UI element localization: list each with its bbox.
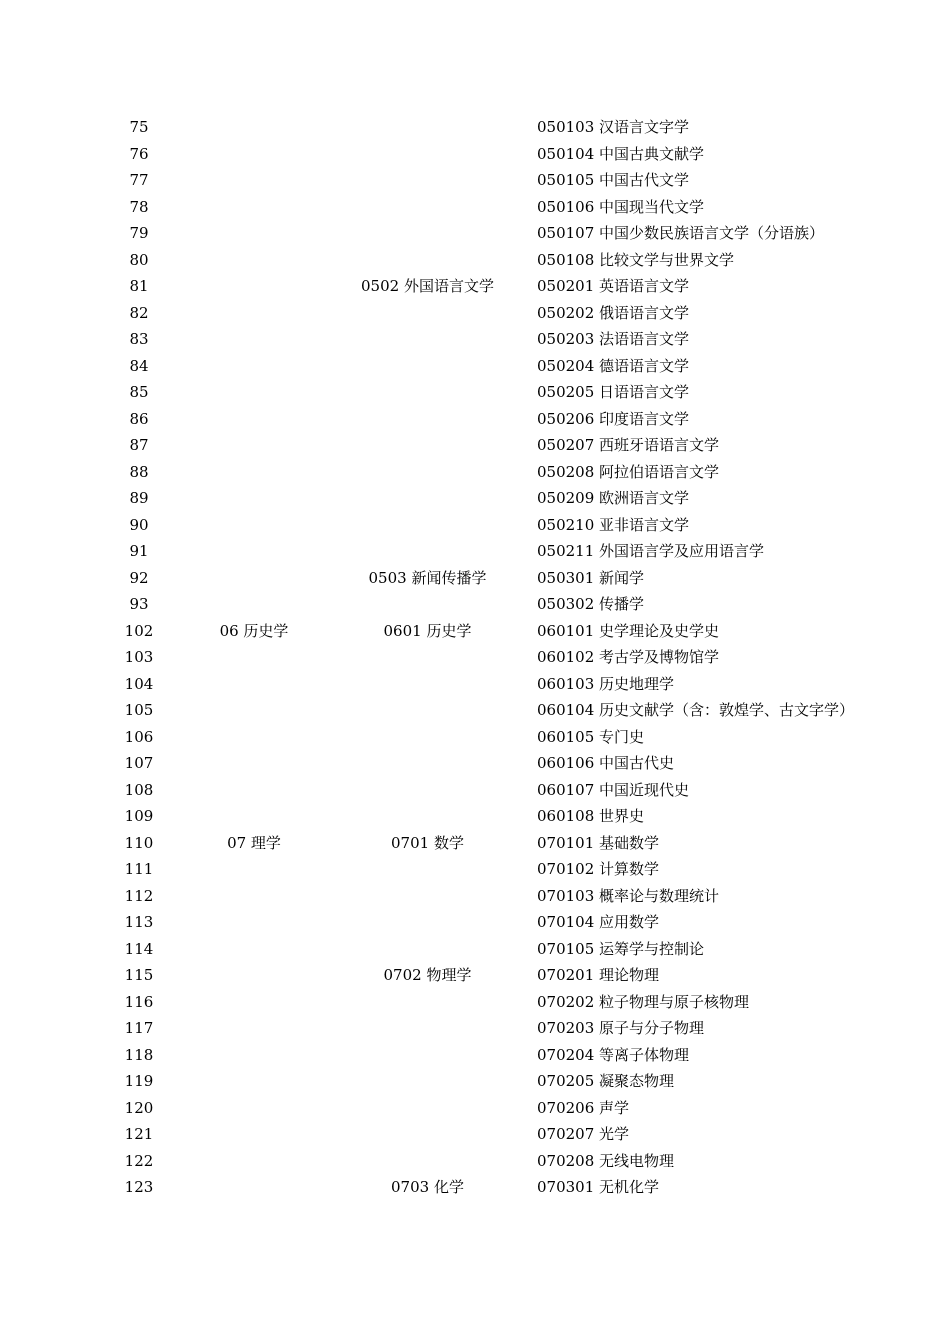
row-number: 84 [129,356,149,375]
table-row [0,512,950,539]
table-row [0,1174,950,1201]
row-number: 123 [124,1178,154,1196]
second-level-discipline: 060101 史学理论及史学史 [537,621,720,640]
second-level-discipline: 050104 中国古典文献学 [537,144,705,163]
second-level-discipline: 050202 俄语语言文学 [537,303,690,322]
row-number: 89 [129,489,149,507]
second-level-discipline: 070201 理论物理 [537,966,660,984]
discipline-table [0,114,950,1201]
table-row [0,724,950,751]
table-row [0,962,950,989]
row-number: 107 [124,754,154,772]
row-number: 83 [129,330,149,348]
second-level-discipline: 060107 中国近现代史 [537,780,690,799]
discipline-category: 06 历史学 [219,621,289,640]
second-level-discipline: 050103 汉语言文字学 [537,118,690,136]
table-row [0,989,950,1016]
second-level-discipline: 060105 专门史 [537,727,645,746]
second-level-discipline: 050302 传播学 [537,595,645,613]
second-level-discipline: 060106 中国古代史 [537,754,675,772]
row-number: 82 [129,303,149,322]
second-level-discipline: 070101 基础数学 [537,833,660,852]
second-level-discipline: 050106 中国现当代文学 [537,197,705,216]
first-level-discipline: 0701 数学 [391,833,464,852]
discipline-category: 07 理学 [227,833,281,852]
row-number: 116 [124,992,154,1011]
row-number: 118 [124,1045,154,1064]
table-row [0,220,950,247]
first-level-discipline: 0502 外国语言文学 [361,277,494,295]
first-level-discipline: 0703 化学 [391,1178,464,1196]
table-row [0,353,950,380]
table-row [0,247,950,274]
table-row [0,406,950,433]
table-row [0,1015,950,1042]
second-level-discipline: 050210 亚非语言文学 [537,515,690,534]
table-row [0,750,950,777]
row-number: 110 [124,833,154,852]
row-number: 104 [124,674,154,693]
row-number: 76 [129,144,149,163]
first-level-discipline: 0702 物理学 [383,966,472,984]
table-row [0,1148,950,1175]
row-number: 81 [129,277,149,295]
second-level-discipline: 070301 无机化学 [537,1178,660,1196]
second-level-discipline: 050209 欧洲语言文学 [537,489,690,507]
second-level-discipline: 050203 法语语言文学 [537,330,690,348]
first-level-discipline: 0503 新闻传播学 [368,568,487,587]
table-row [0,300,950,327]
second-level-discipline: 050207 西班牙语语言文学 [537,436,720,454]
row-number: 75 [129,118,149,136]
second-level-discipline: 070206 声学 [537,1098,630,1117]
row-number: 114 [124,939,154,958]
second-level-discipline: 070202 粒子物理与原子核物理 [537,992,750,1011]
second-level-discipline: 070102 计算数学 [537,860,660,878]
table-row [0,114,950,141]
second-level-discipline: 050105 中国古代文学 [537,171,690,189]
table-row [0,591,950,618]
table-row [0,671,950,698]
table-row [0,1042,950,1069]
row-number: 93 [129,595,149,613]
row-number: 119 [124,1072,154,1090]
second-level-discipline: 050204 德语语言文学 [537,356,690,375]
second-level-discipline: 050208 阿拉伯语语言文学 [537,462,720,481]
second-level-discipline: 070203 原子与分子物理 [537,1019,705,1037]
second-level-discipline: 070105 运筹学与控制论 [537,939,705,958]
table-row [0,697,950,724]
row-number: 92 [129,568,149,587]
table-row [0,326,950,353]
second-level-discipline: 060108 世界史 [537,807,645,825]
row-number: 108 [124,780,154,799]
table-row [0,936,950,963]
second-level-discipline: 050108 比较文学与世界文学 [537,250,735,269]
table-row [0,644,950,671]
row-number: 122 [124,1151,154,1170]
second-level-discipline: 050301 新闻学 [537,568,645,587]
second-level-discipline: 050205 日语语言文学 [537,383,690,401]
second-level-discipline: 070103 概率论与数理统计 [537,886,720,905]
row-number: 87 [129,436,149,454]
row-number: 112 [124,886,154,905]
table-row [0,1121,950,1148]
table-row [0,379,950,406]
table-row [0,273,950,300]
row-number: 115 [124,966,154,984]
row-number: 113 [124,913,154,931]
second-level-discipline: 050107 中国少数民族语言文学（分语族） [537,224,825,242]
row-number: 106 [124,727,154,746]
row-number: 86 [129,409,149,428]
second-level-discipline: 060103 历史地理学 [537,674,675,693]
row-number: 79 [129,224,149,242]
table-row [0,1095,950,1122]
table-row [0,485,950,512]
row-number: 109 [124,807,154,825]
table-row [0,194,950,221]
row-number: 77 [129,171,149,189]
second-level-discipline: 070204 等离子体物理 [537,1045,690,1064]
row-number: 91 [129,542,149,560]
table-row [0,803,950,830]
table-row [0,1068,950,1095]
table-row [0,856,950,883]
table-row [0,432,950,459]
second-level-discipline: 070205 凝聚态物理 [537,1072,675,1090]
table-row [0,777,950,804]
row-number: 120 [124,1098,154,1117]
second-level-discipline: 050211 外国语言学及应用语言学 [537,542,765,560]
row-number: 80 [129,250,149,269]
row-number: 103 [124,648,154,666]
second-level-discipline: 050201 英语语言文学 [537,277,690,295]
row-number: 90 [129,515,149,534]
table-row [0,909,950,936]
table-row [0,141,950,168]
row-number: 111 [124,860,154,878]
second-level-discipline: 070104 应用数学 [537,913,660,931]
second-level-discipline: 060104 历史文献学（含：敦煌学、古文字学） [537,701,855,719]
row-number: 102 [124,621,154,640]
second-level-discipline: 050206 印度语言文学 [537,409,690,428]
table-row [0,830,950,857]
second-level-discipline: 070207 光学 [537,1125,630,1143]
row-number: 117 [124,1019,154,1037]
row-number: 78 [129,197,149,216]
second-level-discipline: 060102 考古学及博物馆学 [537,648,720,666]
row-number: 121 [124,1125,154,1143]
table-row [0,538,950,565]
row-number: 85 [129,383,149,401]
table-row [0,459,950,486]
table-row [0,565,950,592]
table-row [0,883,950,910]
row-number: 105 [124,701,154,719]
table-row [0,618,950,645]
first-level-discipline: 0601 历史学 [383,621,472,640]
second-level-discipline: 070208 无线电物理 [537,1151,675,1170]
row-number: 88 [129,462,149,481]
table-row [0,167,950,194]
